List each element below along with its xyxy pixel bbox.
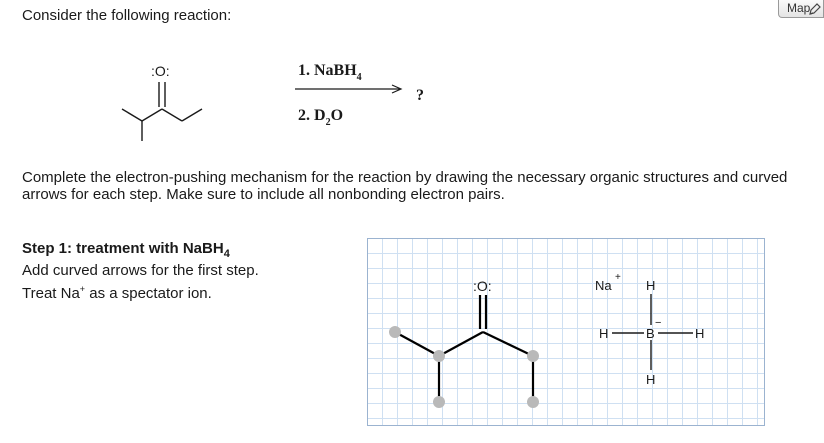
reagent-2-subscript: 2 (325, 117, 331, 128)
atom-handle[interactable] (389, 326, 401, 338)
hydrogen-right[interactable]: H (695, 326, 705, 341)
sodium-charge-text: + (79, 284, 86, 294)
map-button[interactable] (778, 0, 824, 18)
canvas-oxygen-atom[interactable]: :O: (473, 278, 492, 294)
hydrogen-bottom[interactable]: H (646, 372, 656, 387)
atom-handle[interactable] (527, 350, 539, 362)
reagent-1-subscript: 4 (356, 72, 362, 83)
hydrogen-left[interactable]: H (599, 326, 609, 341)
atom-handle[interactable] (527, 396, 539, 408)
step-title-text: Step 1: treatment with NaBH (22, 240, 224, 257)
ketone-structure (395, 295, 533, 402)
step-instruction-2-post: as a spectator ion. (85, 285, 212, 302)
atom-handle[interactable] (433, 350, 445, 362)
step-instruction-1: Add curved arrows for the first step. (22, 262, 259, 279)
instructions-text: Complete the electron-pushing mechanism for the reaction by drawing the necessary organic structures and curved arrows for each step. Make sure to include all nonbonding electron pairs. (22, 169, 788, 203)
boron-charge: − (655, 317, 662, 329)
step-instruction-2-pre: Treat Na (22, 285, 80, 302)
question-intro: Consider the following reaction: (22, 7, 232, 24)
map-button-label: Map (787, 1, 811, 15)
sodium-ion[interactable]: Na (595, 278, 612, 293)
reagent-2-tail: O (330, 107, 344, 124)
reagent-1: 1. NaBH (298, 62, 357, 79)
hydrogen-top[interactable]: H (646, 278, 656, 293)
reagent-2: 2. D (298, 107, 326, 124)
product-placeholder: ? (416, 87, 424, 104)
drawing-canvas[interactable] (367, 238, 765, 426)
svg-text:1. NaBH4 (298, 62, 362, 83)
svg-text:2. D2O (298, 107, 343, 128)
edit-icon (809, 3, 821, 15)
reactant-oxygen: :O: (151, 63, 170, 79)
reactant-structure (110, 55, 440, 155)
boron-atom[interactable]: B (646, 326, 655, 341)
reaction-scheme (110, 55, 440, 155)
sodium-charge: + (615, 272, 621, 283)
step-instruction-2 (22, 284, 212, 302)
atom-handle[interactable] (433, 396, 445, 408)
step-title (22, 240, 230, 260)
step-title-subscript: 4 (223, 248, 230, 260)
